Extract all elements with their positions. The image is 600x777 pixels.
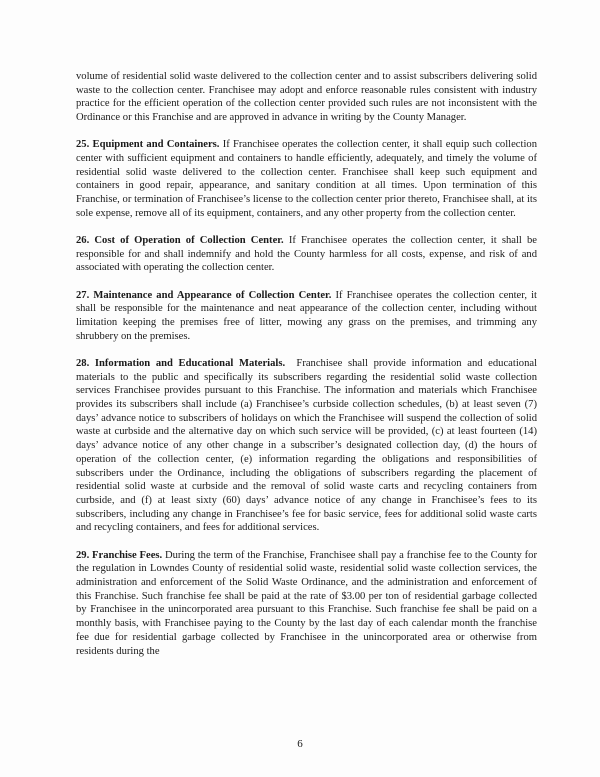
- section-26-cost-of-operation: [76, 234, 537, 275]
- paragraph-text: If Franchisee operates the collection center, it shall equip such collection center with sufficient equipment and containers to handle efficiently, adequately, and timely the volume of residential solid waste delivered to the collection center. Franchisee shall keep such equipment and containers in good repair, appearance, and sanitary condition at all times. Upon termination of this Franchise, or termination of Franchisee’s license to the collection center prior thereto, Franchisee shall, at its sole expense, remove all of its equipment, containers, and any other property from the collection center.: [76, 139, 537, 219]
- section-27-maintenance-and-appearance: [76, 289, 537, 344]
- section-28-information-and-educational-materials: [76, 357, 537, 535]
- paragraph-text: During the term of the Franchise, Franchisee shall pay a franchise fee to the County for the regulation in Lowndes County of residential solid waste, residential solid waste collection services, the administration and enforcement of the Solid Waste Ordinance, and the administration and enforcement of this Franchise. Such franchise fee shall be paid at the rate of $3.00 per ton of residential garbage collected by Franchisee in the unincorporated area pursuant to this Franchise. Such franchise fee shall be paid on a monthly basis, with Franchisee paying to the County by the last day of each calendar month the franchise fee due for residential garbage collected by Franchisee in the unincorporated area or otherwise from residents during the: [76, 549, 537, 657]
- section-29-franchise-fees: [76, 549, 537, 659]
- paragraph-text: volume of residential solid waste delivered to the collection center and to assist subscribers delivering solid waste to the collection center. Franchisee may adopt and enforce reasonable rules consistent with industry practice for the efficient operation of the collection center provided such rules are not inconsistent with the Ordinance or this Franchise and are approved in advance in writing by the County Manager.: [76, 71, 537, 124]
- section-heading: 28. Information and Educational Materials.: [76, 357, 286, 369]
- document-body: [76, 70, 537, 672]
- paragraph-text: Franchisee shall provide information and educational materials to the public and specifically its subscribers regarding the residential solid waste collection services Franchisee provides pursuant to this Franchise. The information and materials which Franchisee provides its subscribers shall include (a) Franchisee’s curbside collection schedules, (b) at least seven (7) days’ advance notice to subscribers of holidays on which the Franchisee will suspend the collection of solid waste at curbside and the alternative day on which such service will be provided, (c) at least fourteen (14) days’ advance notice of any other change in a subscriber’s designated collection day, (d) the hours of operation of the collection center, (e) information regarding the obligations and responsibilities of subscribers under the Ordinance, including the obligations of subscribers regarding the placement of residential solid waste at curbside and the removal of solid waste carts and recycling containers from curbside, and (f) at least sixty (60) days’ advance notice of any change in Franchisee’s fees to its subscribers, including any change in Franchisee’s fee for basic service, fees for additional solid waste carts and recycling containers, and fees for additional services.: [76, 357, 538, 534]
- paragraph-text: If Franchisee operates the collection center, it shall be responsible for the maintenance and neat appearance of the collection center, including without limitation keeping the premises free of litter, mowing any grass on the premises, and trimming any shrubbery on the premises.: [76, 289, 537, 342]
- section-heading: 25. Equipment and Containers.: [76, 139, 220, 151]
- section-heading: 29. Franchise Fees.: [76, 549, 163, 561]
- page-number: 6: [297, 738, 303, 750]
- paragraph-text: If Franchisee operates the collection center, it shall be responsible for and shall indemnify and hold the County harmless for all costs, expense, and risk of and associated with operating the collection center.: [76, 235, 537, 274]
- section-25-equipment-and-containers: [76, 138, 537, 220]
- paragraph-continuation: [76, 70, 537, 125]
- section-heading: 27. Maintenance and Appearance of Collection Center.: [76, 289, 332, 301]
- section-heading: 26. Cost of Operation of Collection Center.: [76, 235, 284, 247]
